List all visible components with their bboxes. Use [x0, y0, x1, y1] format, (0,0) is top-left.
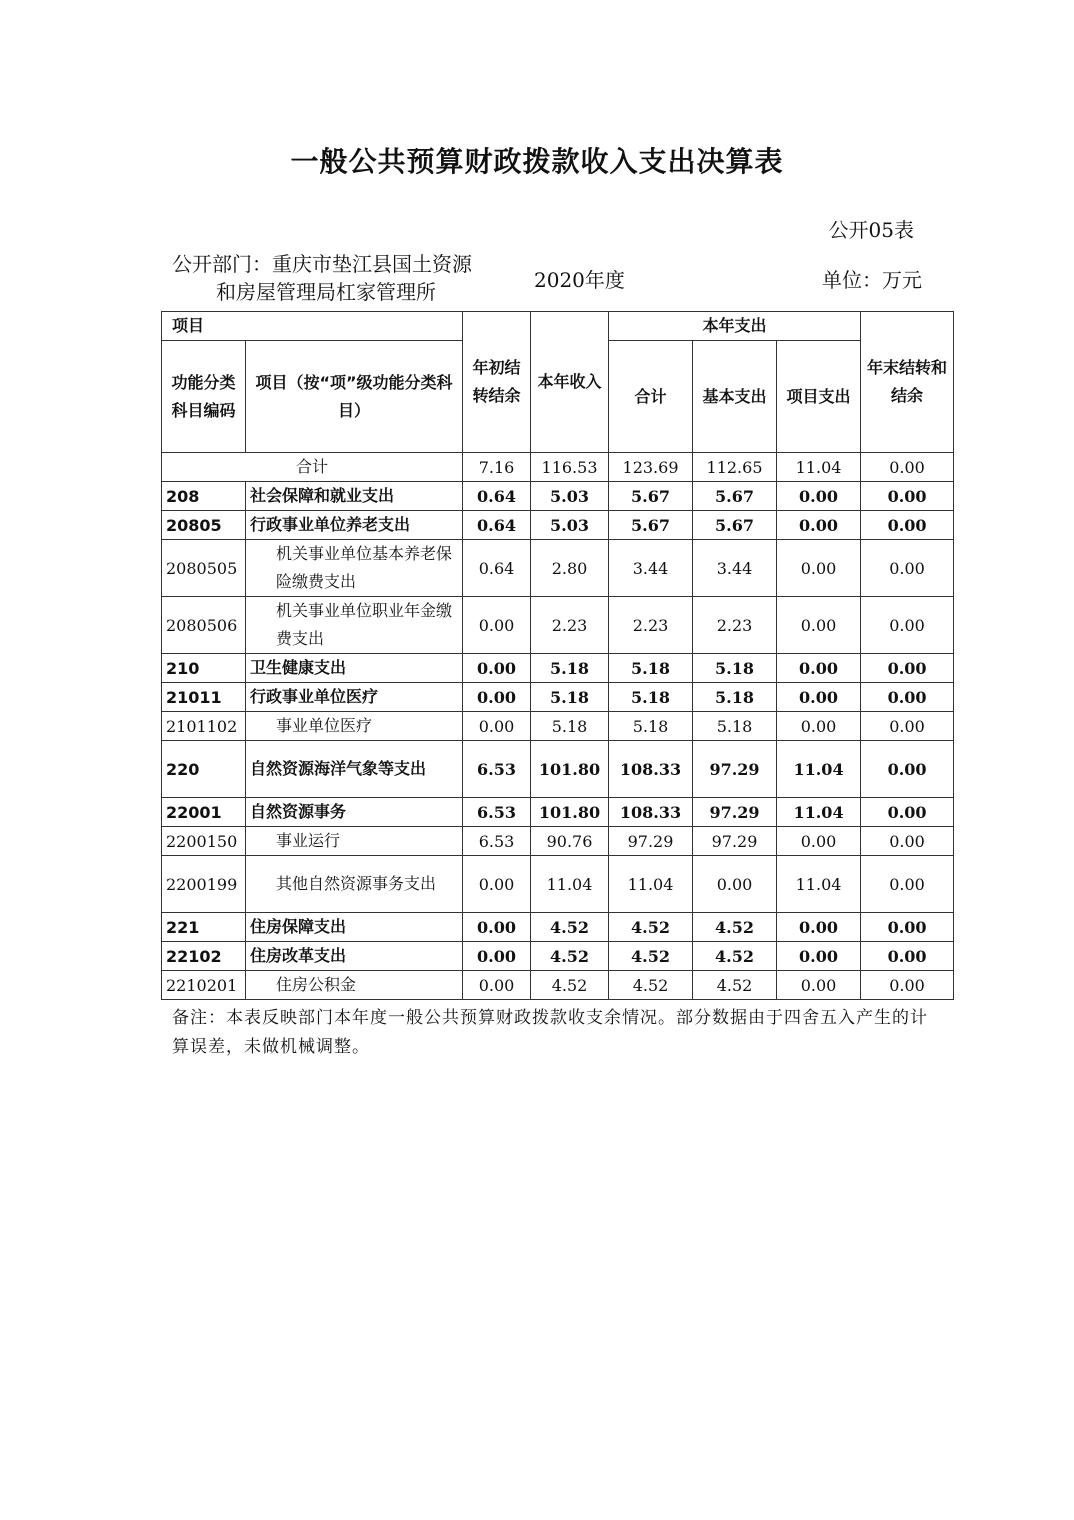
amount-cell: 97.29: [693, 741, 777, 798]
amount-cell: 11.04: [609, 856, 693, 913]
function-name: 事业单位医疗: [246, 712, 463, 741]
amount-cell: 101.80: [531, 798, 609, 827]
amount-cell: 0.00: [463, 683, 531, 712]
amount-cell: 0.00: [777, 683, 861, 712]
amount-cell: 11.04: [777, 798, 861, 827]
function-name: 机关事业单位基本养老保险缴费支出: [246, 540, 463, 597]
table-row: [162, 856, 954, 913]
total-value: 11.04: [777, 453, 861, 482]
amount-cell: 4.52: [609, 913, 693, 942]
amount-cell: 5.18: [609, 654, 693, 683]
header-name: 项目（按“项”级功能分类科目）: [246, 341, 463, 453]
function-code: 2200150: [162, 827, 246, 856]
amount-cell: 0.00: [777, 482, 861, 511]
amount-cell: 0.00: [463, 597, 531, 654]
header-income: 本年收入: [531, 312, 609, 453]
total-value: 112.65: [693, 453, 777, 482]
amount-cell: 5.18: [531, 654, 609, 683]
amount-cell: 108.33: [609, 741, 693, 798]
amount-cell: 6.53: [463, 827, 531, 856]
amount-cell: 5.18: [609, 683, 693, 712]
table-note: 备注：本表反映部门本年度一般公共预算财政拨款收支余情况。部分数据由于四舍五入产生的计算误差，未做机械调整。: [172, 1008, 928, 1057]
function-code: 210: [162, 654, 246, 683]
function-code: 22102: [162, 942, 246, 971]
table-row: [162, 741, 954, 798]
total-value: 0.00: [861, 453, 954, 482]
department-info: [172, 250, 472, 306]
department-line-1: 公开部门：重庆市垫江县国土资源: [172, 252, 472, 276]
function-name: 自然资源事务: [246, 798, 463, 827]
table-row: [162, 597, 954, 654]
amount-cell: 90.76: [531, 827, 609, 856]
amount-cell: 0.00: [777, 942, 861, 971]
total-value: 7.16: [463, 453, 531, 482]
amount-cell: 0.64: [463, 511, 531, 540]
amount-cell: 0.00: [463, 913, 531, 942]
fiscal-year: 2020年度: [534, 268, 625, 292]
amount-cell: 5.18: [609, 712, 693, 741]
function-code: 20805: [162, 511, 246, 540]
header-code: 功能分类科目编码: [162, 341, 246, 453]
amount-cell: 0.00: [861, 540, 954, 597]
amount-cell: 5.67: [693, 482, 777, 511]
amount-cell: 0.00: [463, 942, 531, 971]
amount-cell: 0.00: [861, 798, 954, 827]
table-row: [162, 942, 954, 971]
amount-cell: 0.00: [463, 654, 531, 683]
function-name: 事业运行: [246, 827, 463, 856]
function-name: 卫生健康支出: [246, 654, 463, 683]
amount-cell: 11.04: [777, 741, 861, 798]
function-code: 2200199: [162, 856, 246, 913]
amount-cell: 0.00: [861, 741, 954, 798]
function-code: 221: [162, 913, 246, 942]
function-code: 21011: [162, 683, 246, 712]
function-name: 机关事业单位职业年金缴费支出: [246, 597, 463, 654]
amount-cell: 5.67: [609, 482, 693, 511]
table-row: [162, 511, 954, 540]
form-number: 公开05表: [828, 218, 914, 242]
function-name: 其他自然资源事务支出: [246, 856, 463, 913]
amount-cell: 97.29: [609, 827, 693, 856]
header-exp-project: 项目支出: [777, 341, 861, 453]
total-value: 123.69: [609, 453, 693, 482]
amount-cell: 11.04: [777, 856, 861, 913]
header-exp-total: 合计: [609, 341, 693, 453]
amount-cell: 0.00: [777, 654, 861, 683]
amount-cell: 5.03: [531, 482, 609, 511]
function-name: 行政事业单位医疗: [246, 683, 463, 712]
amount-cell: 0.00: [777, 971, 861, 1000]
amount-cell: 5.67: [693, 511, 777, 540]
amount-cell: 4.52: [609, 942, 693, 971]
function-code: 2080505: [162, 540, 246, 597]
amount-cell: 3.44: [693, 540, 777, 597]
amount-cell: 6.53: [463, 741, 531, 798]
amount-cell: 5.18: [693, 683, 777, 712]
amount-cell: 4.52: [693, 942, 777, 971]
amount-cell: 0.00: [861, 913, 954, 942]
amount-cell: 4.52: [693, 971, 777, 1000]
table-row: [162, 827, 954, 856]
amount-cell: 5.67: [609, 511, 693, 540]
currency-unit: 单位：万元: [822, 268, 922, 292]
total-value: 116.53: [531, 453, 609, 482]
amount-cell: 108.33: [609, 798, 693, 827]
amount-cell: 0.00: [861, 654, 954, 683]
function-name: 自然资源海洋气象等支出: [246, 741, 463, 798]
function-code: 220: [162, 741, 246, 798]
total-label: 合计: [162, 453, 463, 482]
amount-cell: 5.03: [531, 511, 609, 540]
header-end-balance: 年末结转和结余: [861, 312, 954, 453]
amount-cell: 0.64: [463, 540, 531, 597]
amount-cell: 97.29: [693, 827, 777, 856]
amount-cell: 0.00: [777, 712, 861, 741]
amount-cell: 5.18: [531, 683, 609, 712]
amount-cell: 6.53: [463, 798, 531, 827]
amount-cell: 5.18: [693, 654, 777, 683]
amount-cell: 0.00: [777, 827, 861, 856]
amount-cell: 0.00: [777, 511, 861, 540]
amount-cell: 5.18: [693, 712, 777, 741]
function-code: 2210201: [162, 971, 246, 1000]
amount-cell: 0.00: [861, 712, 954, 741]
function-name: 行政事业单位养老支出: [246, 511, 463, 540]
table-row: [162, 482, 954, 511]
amount-cell: 0.00: [861, 942, 954, 971]
amount-cell: 2.23: [693, 597, 777, 654]
amount-cell: 97.29: [693, 798, 777, 827]
amount-cell: 4.52: [531, 942, 609, 971]
department-line-2: 和房屋管理局杠家管理所: [216, 280, 436, 304]
budget-table: [161, 311, 954, 1000]
amount-cell: 0.00: [463, 971, 531, 1000]
header-expense-group: 本年支出: [609, 312, 861, 341]
header-begin-balance: 年初结转结余: [463, 312, 531, 453]
amount-cell: 2.23: [609, 597, 693, 654]
table-row: [162, 798, 954, 827]
amount-cell: 0.00: [777, 540, 861, 597]
amount-cell: 0.00: [861, 482, 954, 511]
amount-cell: 4.52: [693, 913, 777, 942]
amount-cell: 4.52: [609, 971, 693, 1000]
amount-cell: 0.00: [861, 827, 954, 856]
function-name: 住房保障支出: [246, 913, 463, 942]
function-code: 208: [162, 482, 246, 511]
amount-cell: 4.52: [531, 913, 609, 942]
amount-cell: 0.00: [463, 712, 531, 741]
amount-cell: 0.00: [861, 856, 954, 913]
table-row: [162, 913, 954, 942]
table-row: [162, 654, 954, 683]
table-row: [162, 712, 954, 741]
table-row: [162, 683, 954, 712]
header-project: 项目: [162, 312, 463, 341]
amount-cell: 0.00: [463, 856, 531, 913]
amount-cell: 11.04: [531, 856, 609, 913]
amount-cell: 0.00: [861, 971, 954, 1000]
amount-cell: 0.64: [463, 482, 531, 511]
amount-cell: 3.44: [609, 540, 693, 597]
amount-cell: 4.52: [531, 971, 609, 1000]
amount-cell: 0.00: [861, 683, 954, 712]
amount-cell: 2.80: [531, 540, 609, 597]
function-code: 2101102: [162, 712, 246, 741]
amount-cell: 5.18: [531, 712, 609, 741]
total-row: [162, 453, 954, 482]
function-code: 22001: [162, 798, 246, 827]
amount-cell: 0.00: [861, 511, 954, 540]
function-name: 住房公积金: [246, 971, 463, 1000]
amount-cell: 0.00: [777, 913, 861, 942]
table-row: [162, 540, 954, 597]
amount-cell: 0.00: [693, 856, 777, 913]
amount-cell: 0.00: [861, 597, 954, 654]
function-name: 社会保障和就业支出: [246, 482, 463, 511]
amount-cell: 2.23: [531, 597, 609, 654]
page-title: 一般公共预算财政拨款收入支出决算表: [290, 145, 784, 178]
function-code: 2080506: [162, 597, 246, 654]
function-name: 住房改革支出: [246, 942, 463, 971]
header-exp-basic: 基本支出: [693, 341, 777, 453]
amount-cell: 0.00: [777, 597, 861, 654]
amount-cell: 101.80: [531, 741, 609, 798]
table-row: [162, 971, 954, 1000]
